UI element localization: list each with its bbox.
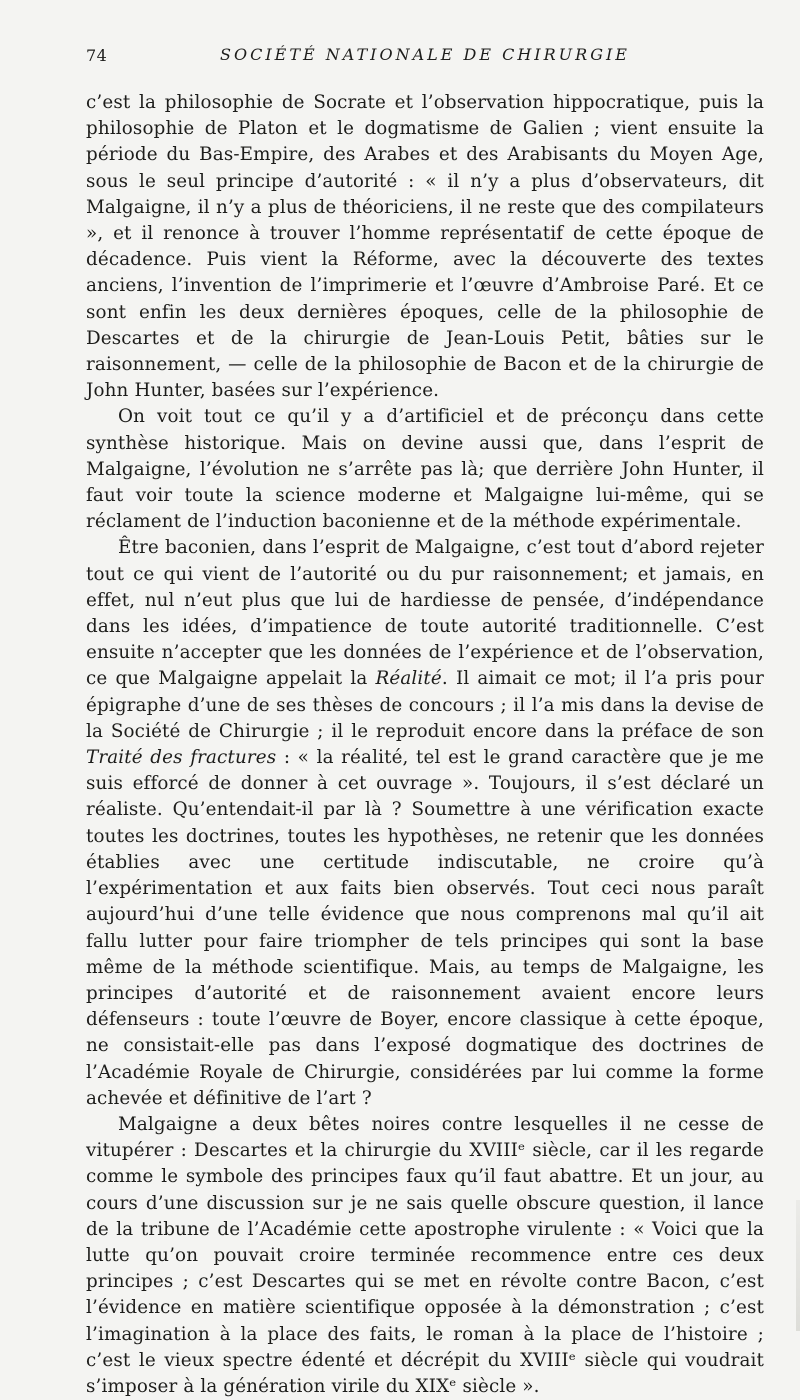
paragraph-3-text-3: : « la réalité, tel est le grand caractère que je me suis efforcé de donner à cet ouvrage ». Toujours, il s’est déclaré un réaliste. Qu’entendait-il par là ? Soumettre à une vérification exacte toutes les doctrines, toutes les hypothèses, ne retenir que les données établies avec une certitude indiscutable, ne croire qu’à l’expérimentation et aux faits bien observés. Tout ceci nous paraît aujourd’hui d’une telle évidence que nous comprenons mal qu’il ait fallu lutter pour faire triompher de tels principes qui sont la base même de la méthode scientifique. Mais, au temps de Malgaigne, les principes d’autorité et de raisonnement avaient encore leurs défenseurs : toute l’œuvre de Boyer, encore classique à cette époque, ne consistait-elle pas dans l’exposé dogmatique des doctrines de l’Académie Royale de Chirurgie, considérées par lui comme la forme achevée et définitive de l’art ?	[86, 747, 764, 1109]
running-title: SOCIÉTÉ NATIONALE DE CHIRURGIE	[220, 45, 630, 64]
page-edge-mark	[796, 1200, 800, 1331]
paragraph-1: c’est la philosophie de Socrate et l’observation hippocratique, puis la philosophie de Platon et le dogmatisme de Galien ; vient ensuite la période du Bas-Empire, des Arabes et des Arabisants du Moyen Age, sous le seul principe d’autorité : « il n’y a plus d’observateurs, dit Malgaigne, il n’y a plus de théoriciens, il ne reste que des compilateurs », et il renonce à trouver l’homme représentatif de cette époque de décadence. Puis vient la Réforme, avec la découverte des textes anciens, l’invention de l’imprimerie et l’œuvre d’Ambroise Paré. Et ce sont enfin les deux dernières époques, celle de la philosophie de Descartes et de la chirurgie de Jean-Louis Petit, bâties sur le raisonnement, — celle de la philosophie de Bacon et de la chirurgie de John Hunter, basées sur l’expérience.	[86, 92, 764, 402]
body-text	[86, 90, 764, 1400]
paragraph-4: Malgaigne a deux bêtes noires contre lesquelles il ne cesse de vitupérer : Descartes et la chirurgie du XVIIIᵉ siècle, car il les regarde comme le symbole des principes faux qu’il faut abattre. Et un jour, au cours d’une discussion sur je ne sais quelle obscure question, il lance de la tribune de l’Académie cette apostrophe virulente : « Voici que la lutte qu’on pouvait croire terminée recommence entre ces deux principes ; c’est Descartes qui se met en révolte contre Bacon, c’est l’évidence en matière scientifique opposée à la démonstration ; c’est l’imagination à la place des faits, le roman à la place de l’histoire ; c’est le vieux spectre édenté et décrépit du XVIIIᵉ siècle qui voudrait s’imposer à la génération virile du XIXᵉ siècle ».	[86, 1113, 764, 1397]
page-header	[86, 40, 764, 74]
paragraph-3-text-2: . Il aimait ce mot; il l’a pris pour épigraphe d’une de ses thèses de concours ; il l’a mis dans la devise de la Société de Chirurgie ; il le reproduit encore dans la préface de son	[86, 668, 764, 742]
page-number: 74	[86, 46, 108, 65]
traite-des-fractures-title: Traité des fractures	[86, 747, 277, 769]
paragraph-3	[86, 535, 764, 1111]
paragraph-2: On voit tout ce qu’il y a d’artificiel et de préconçu dans cette synthèse historique. Mais on devine aussi que, dans l’esprit de Malgaigne, l’évolution ne s’arrête pas là; que derrière John Hunter, il faut voir toute la science moderne et Malgaigne lui-même, qui se réclament de l’induction baconienne et de la méthode expérimentale.	[86, 406, 764, 533]
paragraph-3-text-1: Être baconien, dans l’esprit de Malgaigne, c’est tout d’abord rejeter tout ce qui vient de l’autorité ou du pur raisonnement; et jamais, en effet, nul n’eut plus que lui de hardiesse de pensée, d’indépendance dans les idées, d’impatience de toute autorité traditionnelle. C’est ensuite n’accepter que les données de l’expérience et de l’observation, ce que Malgaigne appelait la	[86, 537, 764, 690]
realite-italic-text: Réalité	[375, 668, 442, 690]
